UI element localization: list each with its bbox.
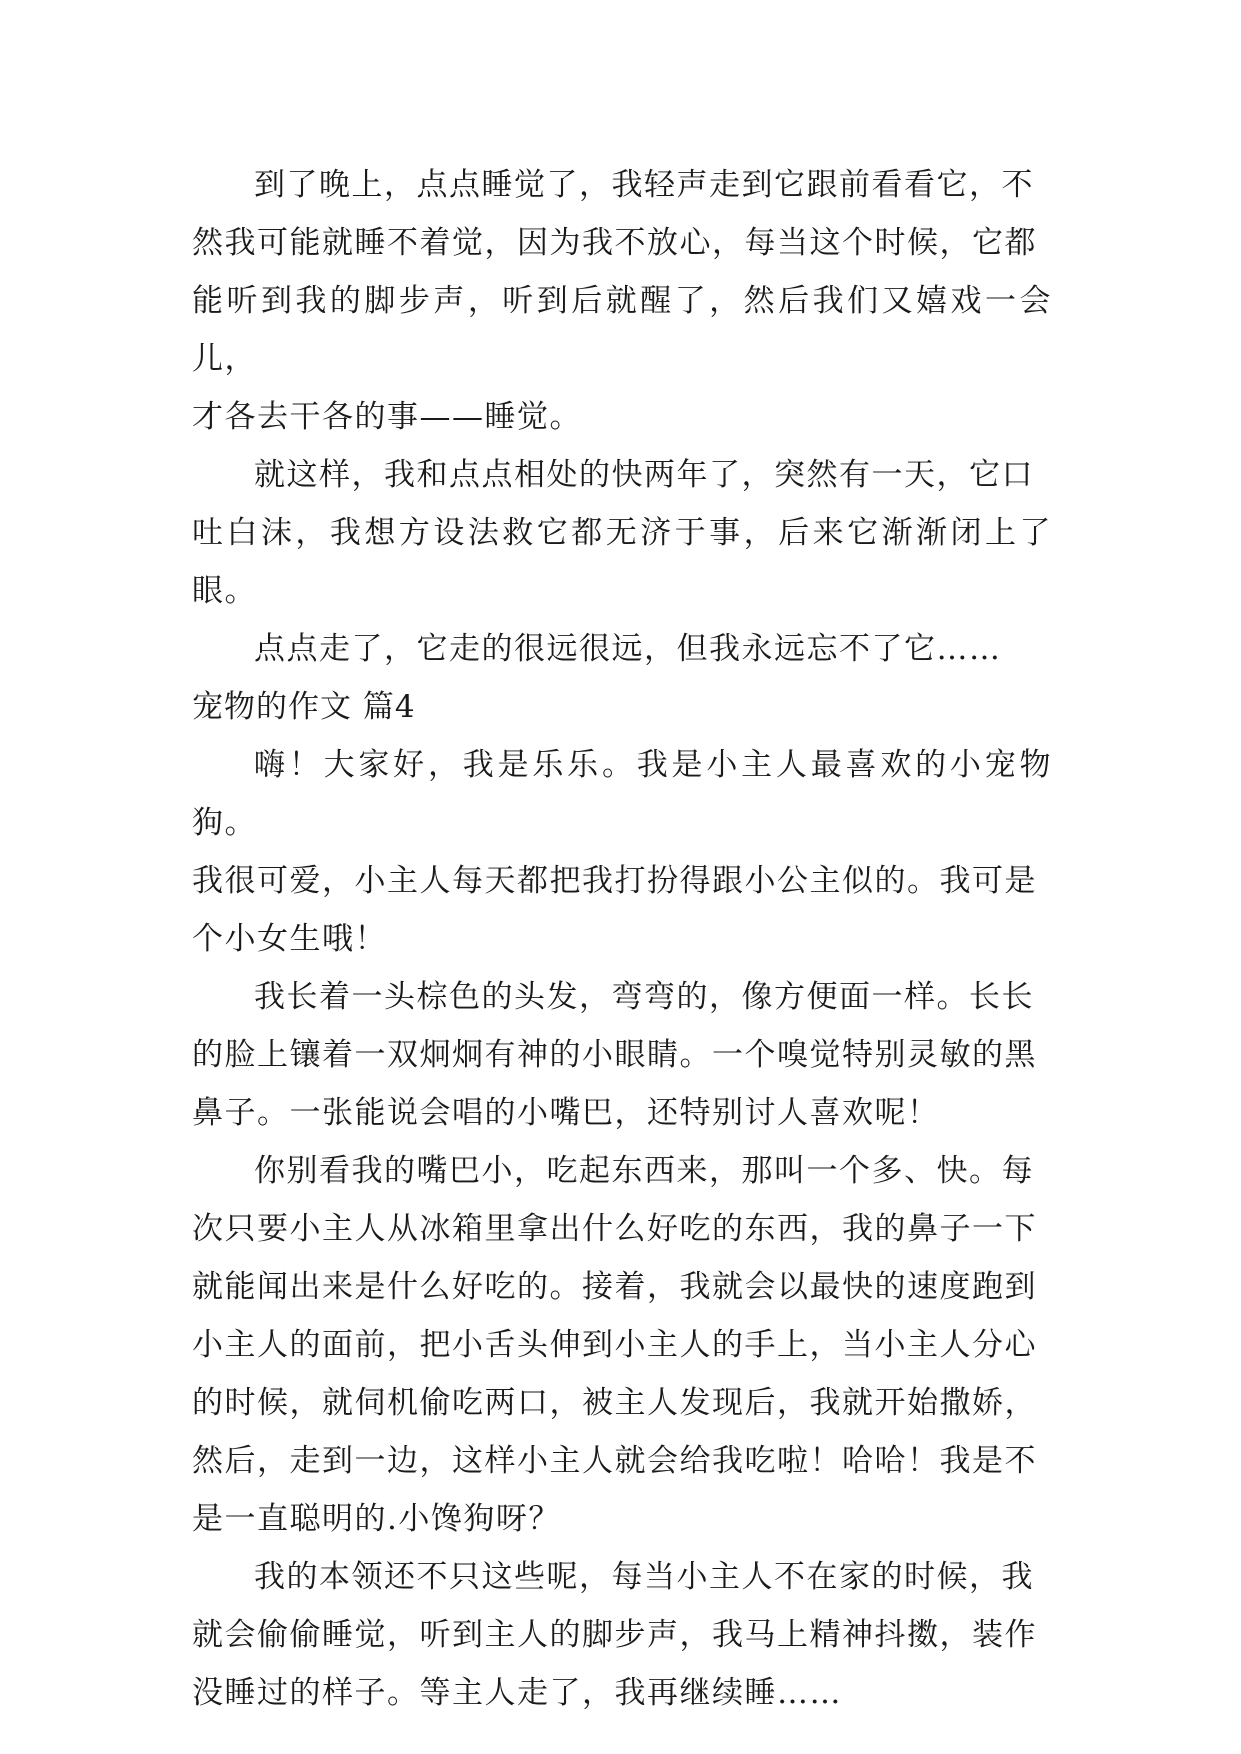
text-line: 然我可能就睡不着觉，因为我不放心，每当这个时候，它都 [192, 225, 1037, 261]
text-line: 的时候，就伺机偷吃两口，被主人发现后，我就开始撒娇， [192, 1385, 1037, 1421]
text-line: 的脸上镶着一双炯炯有神的小眼睛。一个嗅觉特别灵敏的黑 [192, 1037, 1037, 1073]
paragraph [192, 968, 1052, 1142]
text-line: 能听到我的脚步声，听到后就醒了，然后我们又嬉戏一会儿， [192, 283, 1052, 377]
paragraph [192, 446, 1052, 620]
text-line: 小主人的面前，把小舌头伸到小主人的手上，当小主人分心 [192, 1327, 1037, 1363]
text-line: 然后，走到一边，这样小主人就会给我吃啦！哈哈！我是不 [192, 1443, 1037, 1479]
paragraph [192, 736, 1052, 968]
paragraph [192, 1548, 1052, 1722]
section-heading: 宠物的作文 篇4 [192, 689, 416, 725]
text-line: 你别看我的嘴巴小，吃起东西来，那叫一个多、快。每 [254, 1153, 1034, 1189]
text-line: 我很可爱，小主人每天都把我打扮得跟小公主似的。我可是 [192, 863, 1037, 899]
paragraph [192, 620, 1052, 678]
text-line: 就这样，我和点点相处的快两年了，突然有一天，它口 [254, 457, 1034, 493]
paragraph [192, 1142, 1052, 1548]
text-line: 次只要小主人从冰箱里拿出什么好吃的东西，我的鼻子一下 [192, 1211, 1037, 1247]
text-line: 我长着一头棕色的头发，弯弯的，像方便面一样。长长 [254, 979, 1034, 1015]
text-line: 鼻子。一张能说会唱的小嘴巴，还特别讨人喜欢呢！ [192, 1095, 940, 1131]
text-line: 没睡过的样子。等主人走了，我再继续睡…… [192, 1675, 842, 1711]
text-line: 个小女生哦！ [192, 921, 387, 957]
text-line: 才各去干各的事——睡觉。 [192, 399, 582, 435]
text-line: 我的本领还不只这些呢，每当小主人不在家的时候，我 [254, 1559, 1034, 1595]
text-line: 到了晚上，点点睡觉了，我轻声走到它跟前看看它，不 [254, 167, 1034, 203]
text-line: 就会偷偷睡觉，听到主人的脚步声，我马上精神抖擞，装作 [192, 1617, 1037, 1653]
text-line: 就能闻出来是什么好吃的。接着，我就会以最快的速度跑到 [192, 1269, 1037, 1305]
text-line: 点点走了，它走的很远很远，但我永远忘不了它…… [254, 631, 1002, 667]
text-line: 吐白沫，我想方设法救它都无济于事，后来它渐渐闭上了眼。 [192, 515, 1052, 609]
paragraph [192, 156, 1052, 446]
document-page [192, 156, 1052, 1722]
text-line: 是一直聪明的.小馋狗呀？ [192, 1501, 561, 1537]
text-line: 嗨！大家好，我是乐乐。我是小主人最喜欢的小宠物狗。 [192, 747, 1052, 841]
